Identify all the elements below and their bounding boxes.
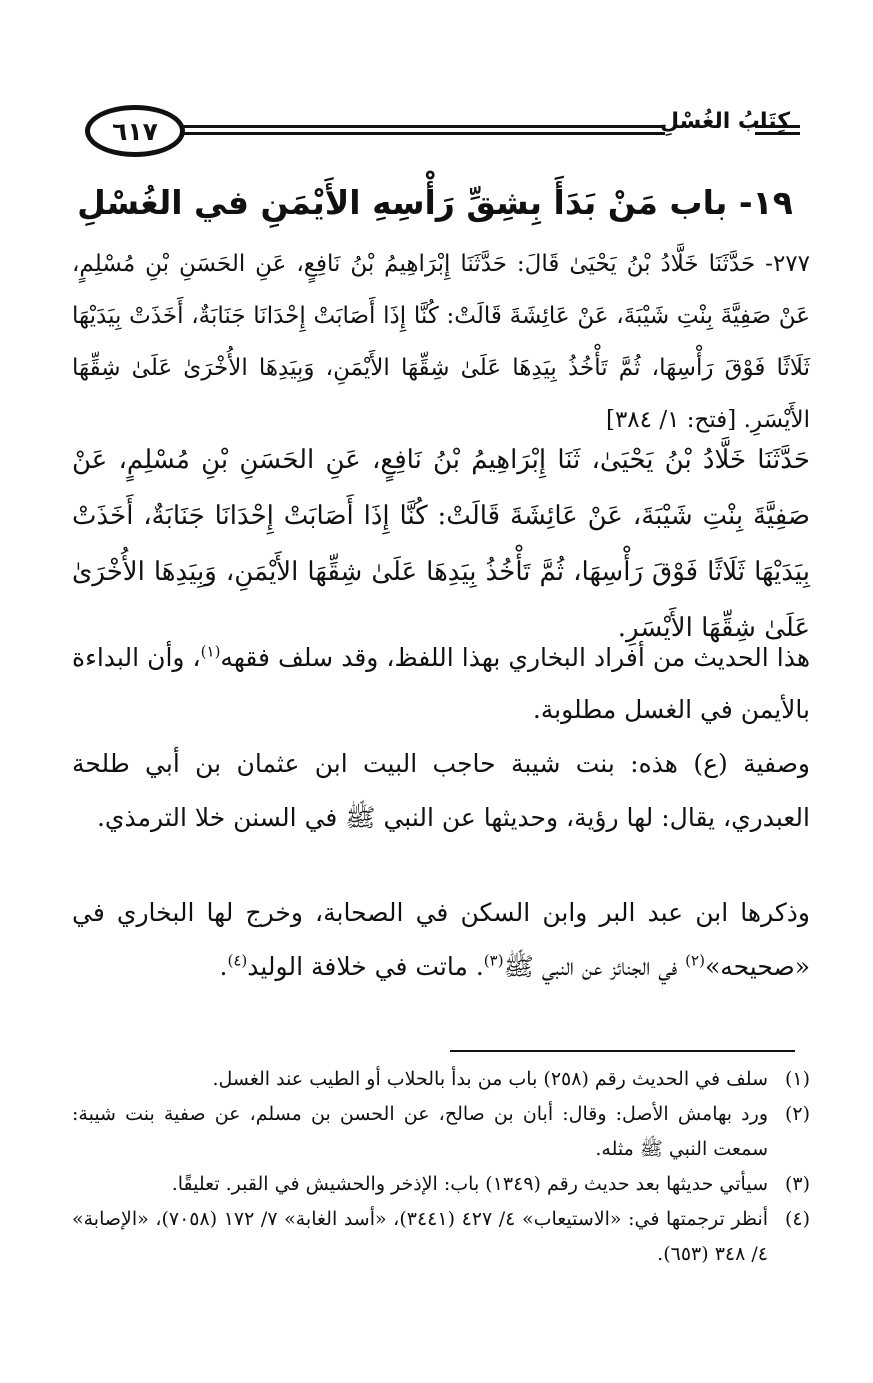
- page-header: [70, 105, 800, 161]
- footnote-text: سلف في الحديث رقم (٢٥٨) باب من بدأ بالحلاب أو الطيب عند الغسل.: [212, 1068, 768, 1090]
- commentary-text: ، وأن البداءة بالأيمن في الغسل مطلوبة.: [72, 643, 810, 724]
- footnote-text: أنظر ترجمتها في: «الاستيعاب» ٤/ ٤٢٧ (٣٤٤١)، «أسد الغابة» ٧/ ١٧٢ (٧٠٥٨)، «الإصابة» ٤/ ٣٤٨ (٦٥٣).: [72, 1208, 769, 1265]
- hadith-text-2: حَدَّثَنَا خَلَّادُ بْنُ يَحْيَىٰ، ثَنَا إِبْرَاهِيمُ بْنُ نَافِعٍ، عَنِ الحَسَنِ بْنِ مُسْلِمٍ، عَنْ صَفِيَّةَ بِنْتِ شَيْبَةَ، عَنْ عَائِشَةَ قَالَتْ: كُنَّا إِذَا أَصَابَتْ إِحْدَانَا جَنَابَةٌ، أَخَذَتْ بِيَدَيْهَا ثَلَاثًا فَوْقَ رَأْسِهَا، ثُمَّ تَأْخُذُ بِيَدِهَا عَلَىٰ شِقِّهَا الأَيْمَنِ، وَبِيَدِهَا الأُخْرَىٰ عَلَىٰ شِقِّهَا الأَيْسَرِ.: [72, 445, 810, 643]
- footnote-text: ورد بهامش الأصل: وقال: أبان بن صالح، عن الحسن بن مسلم، عن صفية بنت شيبة: سمعت النبي ﷺ مثله.: [72, 1103, 768, 1160]
- footnote: [72, 1167, 810, 1202]
- hadith-text-1: ٢٧٧- حَدَّثَنَا خَلَّادُ بْنُ يَحْيَىٰ قَالَ: حَدَّثَنَا إِبْرَاهِيمُ بْنُ نَافِعٍ، عَنِ الحَسَنِ بْنِ مُسْلِمٍ، عَنْ صَفِيَّةَ بِنْتِ شَيْبَةَ، عَنْ عَائِشَةَ قَالَتْ: كُنَّا إِذَا أَصَابَتْ إِحْدَانَا جَنَابَةٌ، أَخَذَتْ بِيَدَيْهَا ثَلَاثًا فَوْقَ رَأْسِهَا، ثُمَّ تَأْخُذُ بِيَدِهَا عَلَىٰ شِقِّهَا الأَيْمَنِ، وَبِيَدِهَا الأُخْرَىٰ عَلَىٰ شِقِّهَا الأَيْسَرِ. [فتح: ١/ ٣٨٤]: [72, 251, 810, 433]
- commentary-text: .: [219, 952, 228, 981]
- running-title: كِتَابُ الغُسْلِ: [660, 109, 791, 134]
- commentary-paragraph-1: [72, 632, 810, 736]
- footnote-ref: (١): [200, 642, 221, 661]
- footnote-number: (٤): [784, 1208, 810, 1230]
- footnote-number: (١): [784, 1068, 810, 1090]
- footnote-number: (٢): [784, 1103, 810, 1125]
- footnote: [72, 1202, 810, 1272]
- chapter-heading: ١٩- باب مَنْ بَدَأَ بِشِقِّ رَأْسِهِ الأَيْمَنِ في الغُسْلِ: [77, 183, 793, 222]
- footnote-ref: (٢): [685, 951, 705, 970]
- commentary-text: وذكرها ابن عبد البر وابن السكن في الصحابة، وخرج لها البخاري في «صحيحه»: [72, 898, 810, 981]
- footnote-text: سيأتي حديثها بعد حديث رقم (١٣٤٩) باب: الإذخر والحشيش في القبر. تعليقًا.: [171, 1173, 768, 1195]
- footnote-number: (٣): [784, 1173, 810, 1195]
- footnote-ref: (٣): [483, 951, 504, 970]
- commentary-paragraph-3: [72, 886, 810, 994]
- page-number: ٦١٧: [112, 116, 158, 146]
- commentary-text: هذا الحديث من أفراد البخاري بهذا اللفظ، وقد سلف فقهه: [220, 643, 811, 672]
- footnote: [72, 1097, 810, 1167]
- header-rule-left: [165, 125, 665, 135]
- commentary-text: . ماتت في خلافة الوليد: [247, 952, 484, 981]
- footnote-separator: [450, 1050, 795, 1052]
- footnote: [72, 1062, 810, 1097]
- page-number-badge: [85, 105, 185, 157]
- commentary-text: في الجنائز عن النبي ﷺ: [503, 952, 686, 981]
- footnotes: [72, 1062, 810, 1272]
- commentary-paragraph-2: وصفية (ع) هذه: بنت شيبة حاجب البيت ابن عثمان بن أبي طلحة العبدري، يقال: لها رؤية، وحديثها عن النبي ﷺ في السنن خلا الترمذي.: [72, 749, 810, 832]
- footnote-ref: (٤): [227, 951, 248, 970]
